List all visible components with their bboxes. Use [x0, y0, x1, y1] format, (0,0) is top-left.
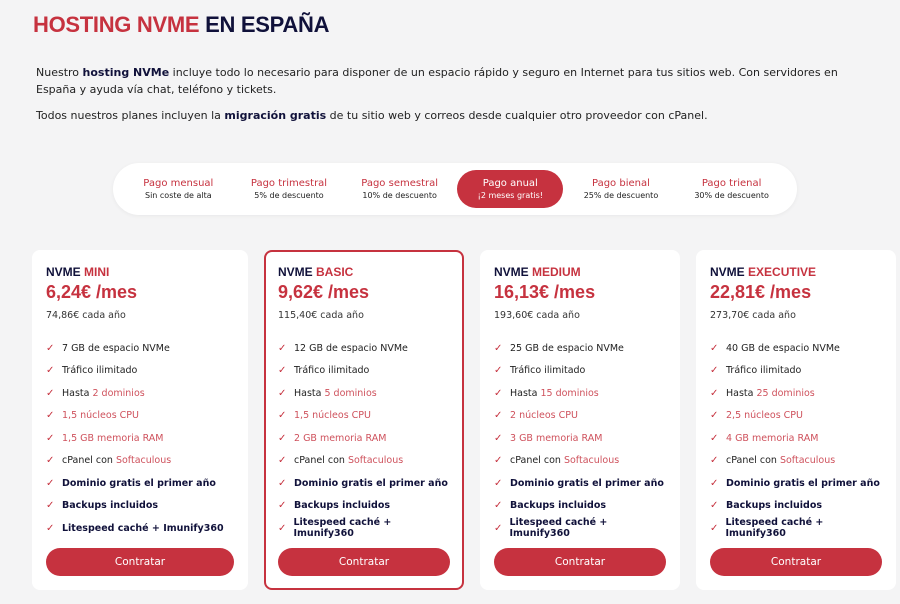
feature-item: ✓ Dominio gratis el primer año — [710, 477, 880, 489]
plan-name: NVME EXECUTIVE — [710, 265, 817, 279]
plan-card-medium — [480, 250, 680, 590]
check-icon: ✓ — [46, 432, 55, 444]
check-icon: ✓ — [278, 477, 287, 489]
feature-item: ✓ 4 GB memoria RAM — [710, 432, 819, 444]
feature-item: ✓ Dominio gratis el primer año — [494, 477, 664, 489]
feature-item: ✓ Litespeed caché + Imunify360 — [494, 517, 608, 540]
tab-label: Pago trienal — [701, 178, 762, 189]
feature-item: ✓ Litespeed caché + Imunify360 — [710, 517, 824, 540]
check-icon: ✓ — [278, 432, 287, 444]
tab-sublabel: ¡2 meses gratis! — [477, 191, 543, 200]
feature-item: ✓ Backups incluidos — [494, 500, 607, 512]
check-icon: ✓ — [46, 365, 55, 377]
check-icon: ✓ — [494, 410, 503, 422]
feature-item: ✓ Litespeed caché + Imunify360 — [46, 522, 224, 534]
tab-label: Pago bienal — [592, 178, 650, 189]
feature-item: ✓ Hasta 15 dominios — [494, 387, 599, 399]
feature-item: ✓ 2 GB memoria RAM — [278, 432, 387, 444]
check-icon: ✓ — [278, 500, 287, 512]
check-icon: ✓ — [46, 387, 55, 399]
check-icon: ✓ — [494, 387, 503, 399]
check-icon: ✓ — [278, 365, 287, 377]
feature-list — [710, 337, 882, 540]
tab-label: Pago anual — [482, 178, 538, 189]
plan-price: 16,13€ /mes — [494, 282, 596, 302]
plan-card-executive — [696, 250, 896, 590]
check-icon: ✓ — [46, 522, 55, 534]
check-icon: ✓ — [494, 500, 503, 512]
check-icon: ✓ — [494, 455, 503, 467]
check-icon: ✓ — [46, 342, 55, 354]
feature-item: ✓ 7 GB de espacio NVMe — [46, 342, 170, 354]
check-icon: ✓ — [278, 522, 287, 534]
plan-yearly-price: 115,40€ cada año — [278, 310, 364, 321]
check-icon: ✓ — [710, 455, 719, 467]
plan-name: NVME MEDIUM — [494, 265, 581, 279]
tab-sublabel: Sin coste de alta — [144, 191, 212, 200]
plan-name: NVME BASIC — [278, 265, 354, 279]
contratar-button[interactable]: Contratar — [494, 548, 666, 576]
check-icon: ✓ — [494, 365, 503, 377]
tab-label: Pago trimestral — [250, 178, 328, 189]
feature-item: ✓ Tráfico ilimitado — [46, 365, 138, 377]
feature-item: ✓ Dominio gratis el primer año — [278, 477, 448, 489]
feature-item: ✓ Backups incluidos — [46, 500, 159, 512]
check-icon: ✓ — [710, 500, 719, 512]
feature-item: ✓ Hasta 25 dominios — [710, 387, 815, 399]
feature-item: ✓ 3 GB memoria RAM — [494, 432, 603, 444]
check-icon: ✓ — [278, 387, 287, 399]
check-icon: ✓ — [494, 342, 503, 354]
feature-item: ✓ 1,5 núcleos CPU — [46, 410, 139, 422]
feature-item: ✓ 2 núcleos CPU — [494, 410, 578, 422]
migration-paragraph: Todos nuestros planes incluyen la migración gratis de tu sitio web y correos desde cualquier otro proveedor con cPanel. — [36, 109, 708, 122]
tab-pago-bienal[interactable] — [568, 170, 674, 208]
plan-card-mini — [32, 250, 248, 590]
contratar-button[interactable]: Contratar — [46, 548, 234, 576]
feature-list — [46, 337, 234, 540]
feature-item: ✓ Hasta 5 dominios — [278, 387, 377, 399]
feature-item: ✓ 1,5 núcleos CPU — [278, 410, 371, 422]
check-icon: ✓ — [46, 500, 55, 512]
feature-list — [278, 337, 450, 540]
billing-period-tabs — [113, 163, 797, 215]
contratar-button[interactable]: Contratar — [278, 548, 450, 576]
tab-pago-trienal[interactable] — [679, 170, 785, 208]
check-icon: ✓ — [494, 522, 503, 534]
plan-price: 6,24€ /mes — [46, 282, 138, 302]
check-icon: ✓ — [710, 365, 719, 377]
feature-item: ✓ Dominio gratis el primer año — [46, 477, 216, 489]
check-icon: ✓ — [494, 432, 503, 444]
plan-cards — [32, 250, 896, 590]
feature-item: ✓ cPanel con Softaculous — [46, 455, 172, 467]
tab-sublabel: 25% de descuento — [583, 191, 659, 200]
feature-list — [494, 337, 666, 540]
tab-pago-mensual[interactable] — [125, 170, 231, 208]
feature-item: ✓ 1,5 GB memoria RAM — [46, 432, 164, 444]
contratar-button[interactable]: Contratar — [710, 548, 882, 576]
feature-item: ✓ 2,5 núcleos CPU — [710, 410, 803, 422]
feature-item: ✓ Tráfico ilimitado — [278, 365, 370, 377]
check-icon: ✓ — [494, 477, 503, 489]
feature-item: ✓ Backups incluidos — [278, 500, 391, 512]
check-icon: ✓ — [710, 432, 719, 444]
tab-pago-trimestral[interactable] — [236, 170, 342, 208]
check-icon: ✓ — [710, 522, 719, 534]
tab-pago-anual[interactable] — [457, 170, 563, 208]
check-icon: ✓ — [710, 477, 719, 489]
check-icon: ✓ — [46, 477, 55, 489]
check-icon: ✓ — [710, 387, 719, 399]
plan-price: 22,81€ /mes — [710, 282, 812, 302]
check-icon: ✓ — [710, 342, 719, 354]
plan-name: NVME MINI — [46, 265, 110, 279]
feature-item: ✓ Hasta 2 dominios — [46, 387, 145, 399]
plan-yearly-price: 193,60€ cada año — [494, 310, 580, 321]
intro-paragraph: Nuestro hosting NVMe incluye todo lo necesario para disponer de un espacio rápido y seguro en Internet para tus sitios web. Con servidores en España y ayuda vía chat, teléfono y tickets. — [36, 66, 838, 96]
tab-sublabel: 10% de descuento — [362, 191, 437, 200]
page-title: HOSTING NVME EN ESPAÑA — [33, 12, 330, 37]
plan-card-basic — [264, 250, 464, 590]
check-icon: ✓ — [278, 455, 287, 467]
tab-label: Pago semestral — [361, 178, 439, 189]
check-icon: ✓ — [278, 410, 287, 422]
feature-item: ✓ 25 GB de espacio NVMe — [494, 342, 624, 354]
feature-item: ✓ 12 GB de espacio NVMe — [278, 342, 408, 354]
check-icon: ✓ — [46, 455, 55, 467]
feature-item: ✓ cPanel con Softaculous — [494, 455, 620, 467]
feature-item: ✓ 40 GB de espacio NVMe — [710, 342, 840, 354]
tab-pago-semestral[interactable] — [347, 170, 453, 208]
feature-item: ✓ Backups incluidos — [710, 500, 823, 512]
check-icon: ✓ — [710, 410, 719, 422]
plan-yearly-price: 273,70€ cada año — [710, 310, 796, 321]
feature-item: ✓ cPanel con Softaculous — [278, 455, 404, 467]
check-icon: ✓ — [46, 410, 55, 422]
tab-sublabel: 5% de descuento — [254, 191, 324, 200]
feature-item: ✓ cPanel con Softaculous — [710, 455, 836, 467]
feature-item: ✓ Tráfico ilimitado — [710, 365, 802, 377]
check-icon: ✓ — [278, 342, 287, 354]
tab-sublabel: 30% de descuento — [694, 191, 769, 200]
tab-label: Pago mensual — [143, 178, 214, 189]
feature-item: ✓ Litespeed caché + Imunify360 — [278, 517, 392, 540]
feature-item: ✓ Tráfico ilimitado — [494, 365, 586, 377]
plan-yearly-price: 74,86€ cada año — [46, 310, 126, 321]
plan-price: 9,62€ /mes — [278, 282, 370, 302]
